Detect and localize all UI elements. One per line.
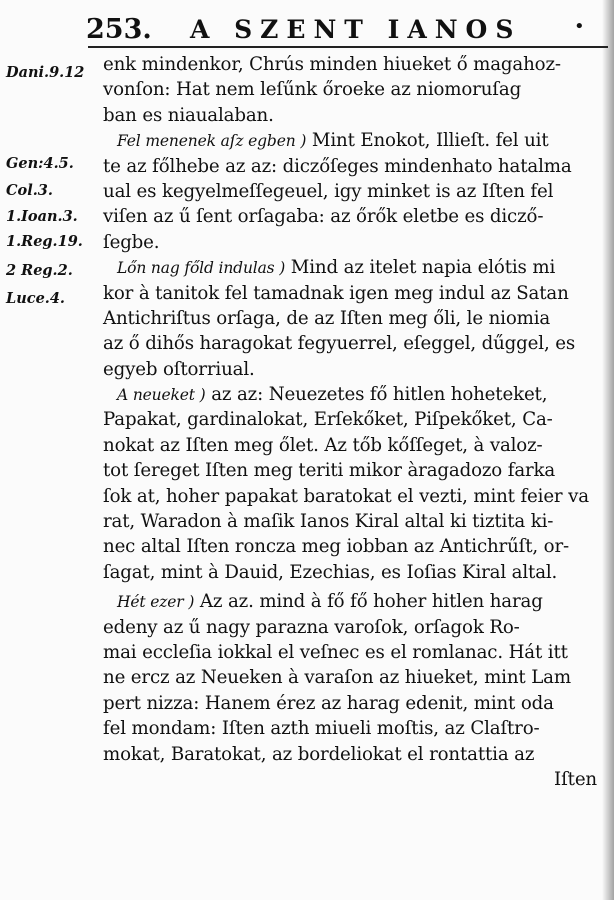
text-line	[103, 509, 603, 534]
line-text: nokat az Iſten meg őlet. Az tőb kőſſeget, à valoz-	[103, 434, 543, 456]
text-line	[103, 230, 603, 255]
line-text: fel mondam: Iſten azth miueli moſtis, az Claſtro-	[103, 718, 540, 740]
text-line	[103, 665, 603, 690]
gutter-shadow	[602, 0, 614, 900]
running-head: A SZENT IANOS	[190, 15, 522, 44]
text-line	[103, 560, 603, 585]
margin-note: 1.Reg.19.	[6, 233, 83, 250]
text-line	[103, 716, 603, 741]
text-line	[103, 382, 603, 407]
text-line	[103, 52, 603, 77]
margin-note: 2 Reg.2.	[6, 262, 73, 279]
line-text: Mint Enokot, Illieſt. fel uit	[311, 130, 549, 152]
line-text: ſok at, hoher papakat baratokat el vezti, mint feier va	[103, 485, 589, 507]
line-text: viſen az ű ſent orſagaba: az őrők eletbe es dicző-	[103, 206, 544, 228]
catchword: Iſten	[554, 768, 597, 790]
margin-note: Gen:4.5.	[6, 155, 74, 172]
line-text: ban es niaualaban.	[103, 104, 274, 126]
margin-note: Luce.4.	[6, 290, 65, 307]
line-text: az ő dihős haragokat fegyuerrel, eſeggel, dűggel, es	[103, 333, 576, 355]
lemma: Lőn nag főld indulas )	[117, 259, 286, 278]
line-text: nec altal Iſten roncza meg iobban az Antichrűſt, or-	[103, 536, 569, 558]
line-text: kor à tanitok fel tamadnak igen meg indul az Satan	[103, 282, 569, 304]
line-text: Az az. mind à fő fő hoher hitlen harag	[199, 591, 543, 613]
text-line	[103, 458, 603, 483]
line-text: pert nizza: Hanem érez az harag edenit, mint oda	[103, 692, 554, 714]
line-text: ſagat, mint à Dauid, Ezechias, es Ioſias Kiral altal.	[103, 561, 558, 583]
header-rule	[88, 46, 608, 48]
line-text: edeny az ű nagy parazna varoſok, orſagok Ro-	[103, 616, 520, 638]
margin-note: 1.Ioan.3.	[6, 208, 78, 225]
line-text: te az főlhebe az az: diczőſeges mindenhato hatalma	[103, 155, 572, 177]
body-text	[103, 52, 603, 900]
text-line	[103, 154, 603, 179]
line-text: mokat, Baratokat, az bordeliokat el rontattia az	[103, 743, 535, 765]
margin-note: Dani.9.12	[6, 64, 85, 81]
page-number: 253.	[86, 14, 152, 45]
text-line	[103, 128, 603, 153]
text-line	[103, 103, 603, 128]
text-line	[103, 615, 603, 640]
text-line	[103, 255, 603, 280]
line-text: ual es kegyelmeſſegeuel, igy minket is az Iſten fel	[103, 180, 554, 202]
line-text: rat, Waradon à maſik Ianos Kiral altal ki tiztita ki-	[103, 511, 554, 533]
line-text: ne ercz az Neueken à varaſon az hiueket, mint Lam	[103, 667, 571, 689]
text-line	[103, 357, 603, 382]
line-text: Papakat, gardinalokat, Erſekőket, Piſpekőket, Ca-	[103, 409, 553, 431]
line-text: tot ſereget Iſten meg teriti mikor àragadozo farka	[103, 460, 556, 482]
text-line	[103, 179, 603, 204]
margin-note: Col.3.	[6, 182, 53, 199]
margin-notes	[0, 0, 100, 900]
lemma: A neueket )	[117, 386, 206, 405]
text-line	[103, 204, 603, 229]
line-text: ſegbe.	[103, 231, 160, 253]
ornament-mark: •	[574, 16, 585, 37]
line-text: egyeb oſtorriual.	[103, 358, 255, 380]
text-line	[103, 589, 603, 614]
lemma: Hét ezer )	[117, 593, 195, 612]
text-line	[103, 691, 603, 716]
line-text: enk mindenkor, Chrús minden hiueket ő magahoz-	[103, 54, 561, 75]
line-text: vonſon: Hat nem leſűnk őroeke az niomoruſag	[103, 79, 522, 101]
text-line	[103, 331, 603, 356]
line-text: az az: Neuezetes fő hitlen hoheteket,	[211, 384, 548, 406]
line-text: mai eccleſia iokkal el veſnec es el romlanac. Hát itt	[103, 641, 568, 663]
text-line	[103, 407, 603, 432]
line-text: Antichriſtus orſaga, de az Iſten meg őli, le niomia	[103, 307, 551, 329]
text-line	[103, 534, 603, 559]
text-line	[103, 742, 603, 767]
line-text: Mind az itelet napia elótis mi	[290, 257, 556, 279]
text-line	[103, 484, 603, 509]
text-line	[103, 77, 603, 102]
text-line	[103, 640, 603, 665]
text-line	[103, 281, 603, 306]
text-line	[103, 433, 603, 458]
text-line	[103, 306, 603, 331]
lemma: Fel menenek aſz egben )	[117, 132, 307, 151]
